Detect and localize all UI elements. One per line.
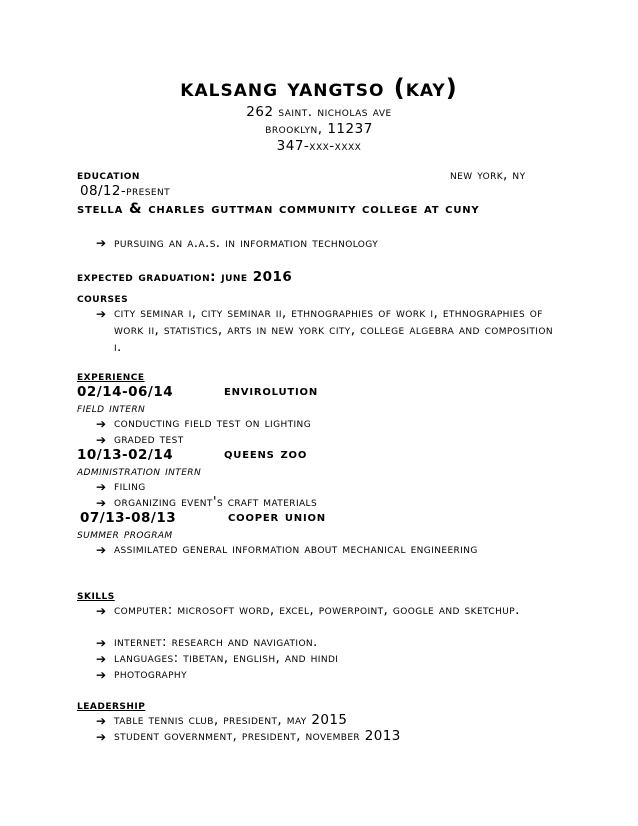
arrow-right-icon: ➔: [96, 730, 107, 744]
graduation: expected graduation: june 2016: [77, 269, 293, 285]
experience-heading: experience: [77, 368, 145, 384]
job-item: filing: [114, 478, 146, 494]
education-heading: education: [77, 167, 140, 183]
arrow-right-icon: ➔: [96, 307, 107, 321]
job-role: summer program: [77, 526, 173, 542]
job-dates: 07/13-08/13: [80, 510, 177, 526]
job-role: administration intern: [77, 463, 202, 479]
job-item: conducting field test on lighting: [114, 415, 312, 431]
job-org: envirolution: [224, 383, 319, 399]
job-item: assimilated general information about mechanical engineering: [114, 541, 478, 557]
address: 262 saint. nicholas ave: [246, 104, 392, 120]
skills-heading: skills: [77, 587, 115, 603]
job-org: queens zoo: [224, 446, 308, 462]
arrow-right-icon: ➔: [96, 417, 107, 431]
arrow-right-icon: ➔: [96, 236, 107, 250]
arrow-right-icon: ➔: [96, 636, 107, 650]
arrow-right-icon: ➔: [96, 714, 107, 728]
courses-heading: courses: [77, 290, 129, 306]
school-name: stella & charles guttman community college at cuny: [77, 201, 480, 217]
arrow-right-icon: ➔: [96, 433, 107, 447]
resume-name: kalsang yangtso (kay): [180, 74, 458, 102]
job-role: field intern: [77, 400, 146, 416]
arrow-right-icon: ➔: [96, 604, 107, 618]
job-org: cooper union: [228, 509, 326, 525]
arrow-right-icon: ➔: [96, 480, 107, 494]
skill-item: computer: microsoft word, excel, powerpoint, google and sketchup.: [114, 602, 520, 618]
arrow-right-icon: ➔: [96, 652, 107, 666]
education-dates: 08/12-present: [80, 183, 170, 199]
leadership-heading: leadership: [77, 697, 146, 713]
arrow-right-icon: ➔: [96, 668, 107, 682]
job-dates: 02/14-06/14: [77, 384, 174, 400]
city: brooklyn, 11237: [265, 121, 373, 137]
courses-list: city seminar i, city seminar ii, ethnographies of work i, ethnographies of work ii, statistics, arts in new york city, college algebra and composition i.: [114, 305, 553, 355]
skill-item: internet: research and navigation.: [114, 634, 318, 650]
job-item: graded test: [114, 431, 184, 447]
arrow-right-icon: ➔: [96, 496, 107, 510]
phone: 347-xxx-xxxx: [276, 138, 362, 154]
education-item: pursuing an a.a.s. in information technology: [114, 235, 379, 251]
skill-item: languages: tibetan, english, and hindi: [114, 650, 339, 666]
leadership-item: student government, president, november 2013: [114, 728, 401, 744]
leadership-item: table tennis club, president, may 2015: [114, 712, 348, 728]
skill-item: photography: [114, 666, 187, 682]
job-dates: 10/13-02/14: [77, 447, 174, 463]
arrow-right-icon: ➔: [96, 543, 107, 557]
education-location: new york, ny: [450, 167, 526, 183]
job-item: organizing event's craft materials: [114, 494, 318, 510]
